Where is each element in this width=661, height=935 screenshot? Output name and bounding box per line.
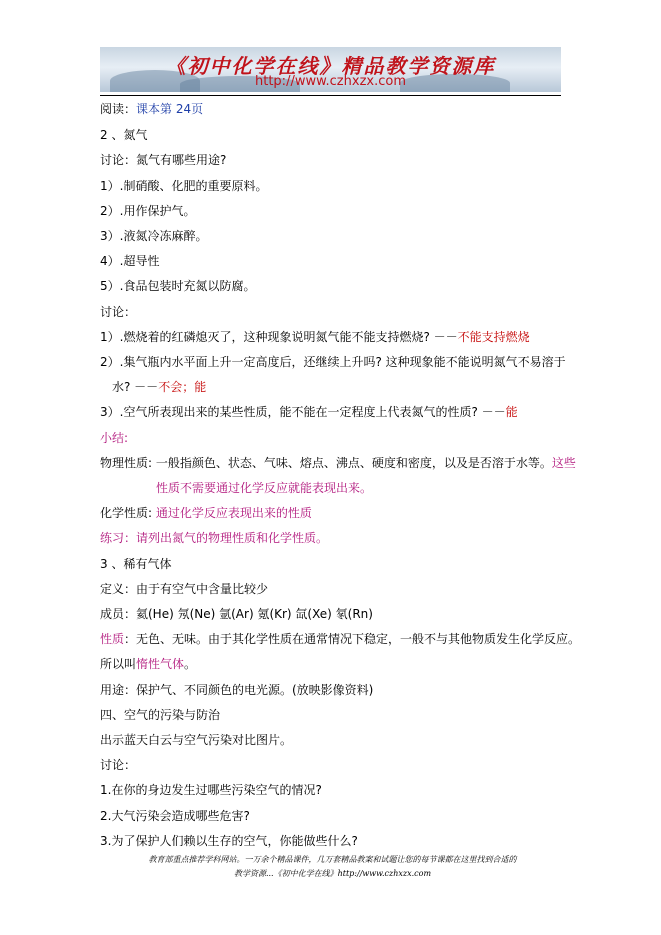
uses-rare: 用途：保护气、不同颜色的电光源。(放映影像资料) [100,683,374,697]
pollution-q1: 1.在你的身边发生过哪些污染空气的情况? [100,783,322,797]
exercise: 练习：请列出氮气的物理性质和化学性质。 [100,531,329,545]
use-4: 4）.超导性 [100,254,160,268]
section-rare-gases: 3 、稀有气体 [100,557,172,571]
discussion-item-2: 2）.集气瓶内水平面上升一定高度后，还继续上升吗? 这种现象能不能说明氮气不易溶于 [100,355,566,369]
header-rule [100,95,561,96]
banner-title: 《初中化学在线》精品教学资源库 [165,54,496,78]
members: 成员：氦(He) 氖(Ne) 氩(Ar) 氪(Kr) 氙(Xe) 氡(Rn) [100,607,373,621]
discussion-item-1: 1）.燃烧着的红磷熄灭了，这种现象说明氮气能不能支持燃烧? －－不能支持燃烧 [100,330,530,344]
physical-property-cont: 性质不需要通过化学反应就能表现出来。 [156,481,373,495]
discussion-1: 讨论：氮气有哪些用途? [100,153,227,167]
show-pictures: 出示蓝天白云与空气污染对比图片。 [100,733,293,747]
use-5: 5）.食品包装时充氮以防腐。 [100,279,256,293]
use-1: 1）.制硝酸、化肥的重要原料。 [100,179,268,193]
reading-line: 阅读：课本第 24页 [100,102,204,116]
pollution-q2: 2.大气污染会造成哪些危害? [100,809,250,823]
use-3: 3）.液氮冷冻麻醉。 [100,229,208,243]
definition: 定义：由于有空气中含量比较少 [100,582,269,596]
banner-url[interactable]: http://www.czhxzx.com [255,74,406,89]
chemical-property: 化学性质: 通过化学反应表现出来的性质 [100,506,312,520]
summary-heading: 小结: [100,431,129,445]
properties: 性质：无色、无味。由于其化学性质在通常情况下稳定，一般不与其他物质发生化学反应。 [100,632,581,646]
section-nitrogen: 2 、氮气 [100,128,148,142]
discussion-item-2-cont: 水? －－不会；能 [112,380,207,394]
footer [100,853,565,881]
physical-property: 物理性质: 一般指颜色、状态、气味、熔点、沸点、硬度和密度，以及是否溶于水等。这些 [100,456,576,470]
footer-line-1: 教育部重点推荐学科网站。一万余个精品课件，几万套精品教案和试题让您的每节课都在这里找到合适的 [148,855,517,864]
inert-gas: 所以叫惰性气体。 [100,657,197,671]
pollution-q3: 3.为了保护人们赖以生存的空气，你能做些什么? [100,834,358,848]
footer-line-2: 教学资源...《初中化学在线》http://www.czhxzx.com [233,869,432,878]
footer-link[interactable]: http://www.czhxzx.com [337,869,432,878]
use-2: 2）.用作保护气。 [100,204,196,218]
discussion-2: 讨论： [100,305,137,319]
header-banner [100,47,561,92]
discussion-item-3: 3）.空气所表现出来的某些性质，能不能在一定程度上代表氮气的性质? －－能 [100,405,518,419]
section-pollution: 四、空气的污染与防治 [100,708,221,722]
discussion-3: 讨论： [100,758,137,772]
